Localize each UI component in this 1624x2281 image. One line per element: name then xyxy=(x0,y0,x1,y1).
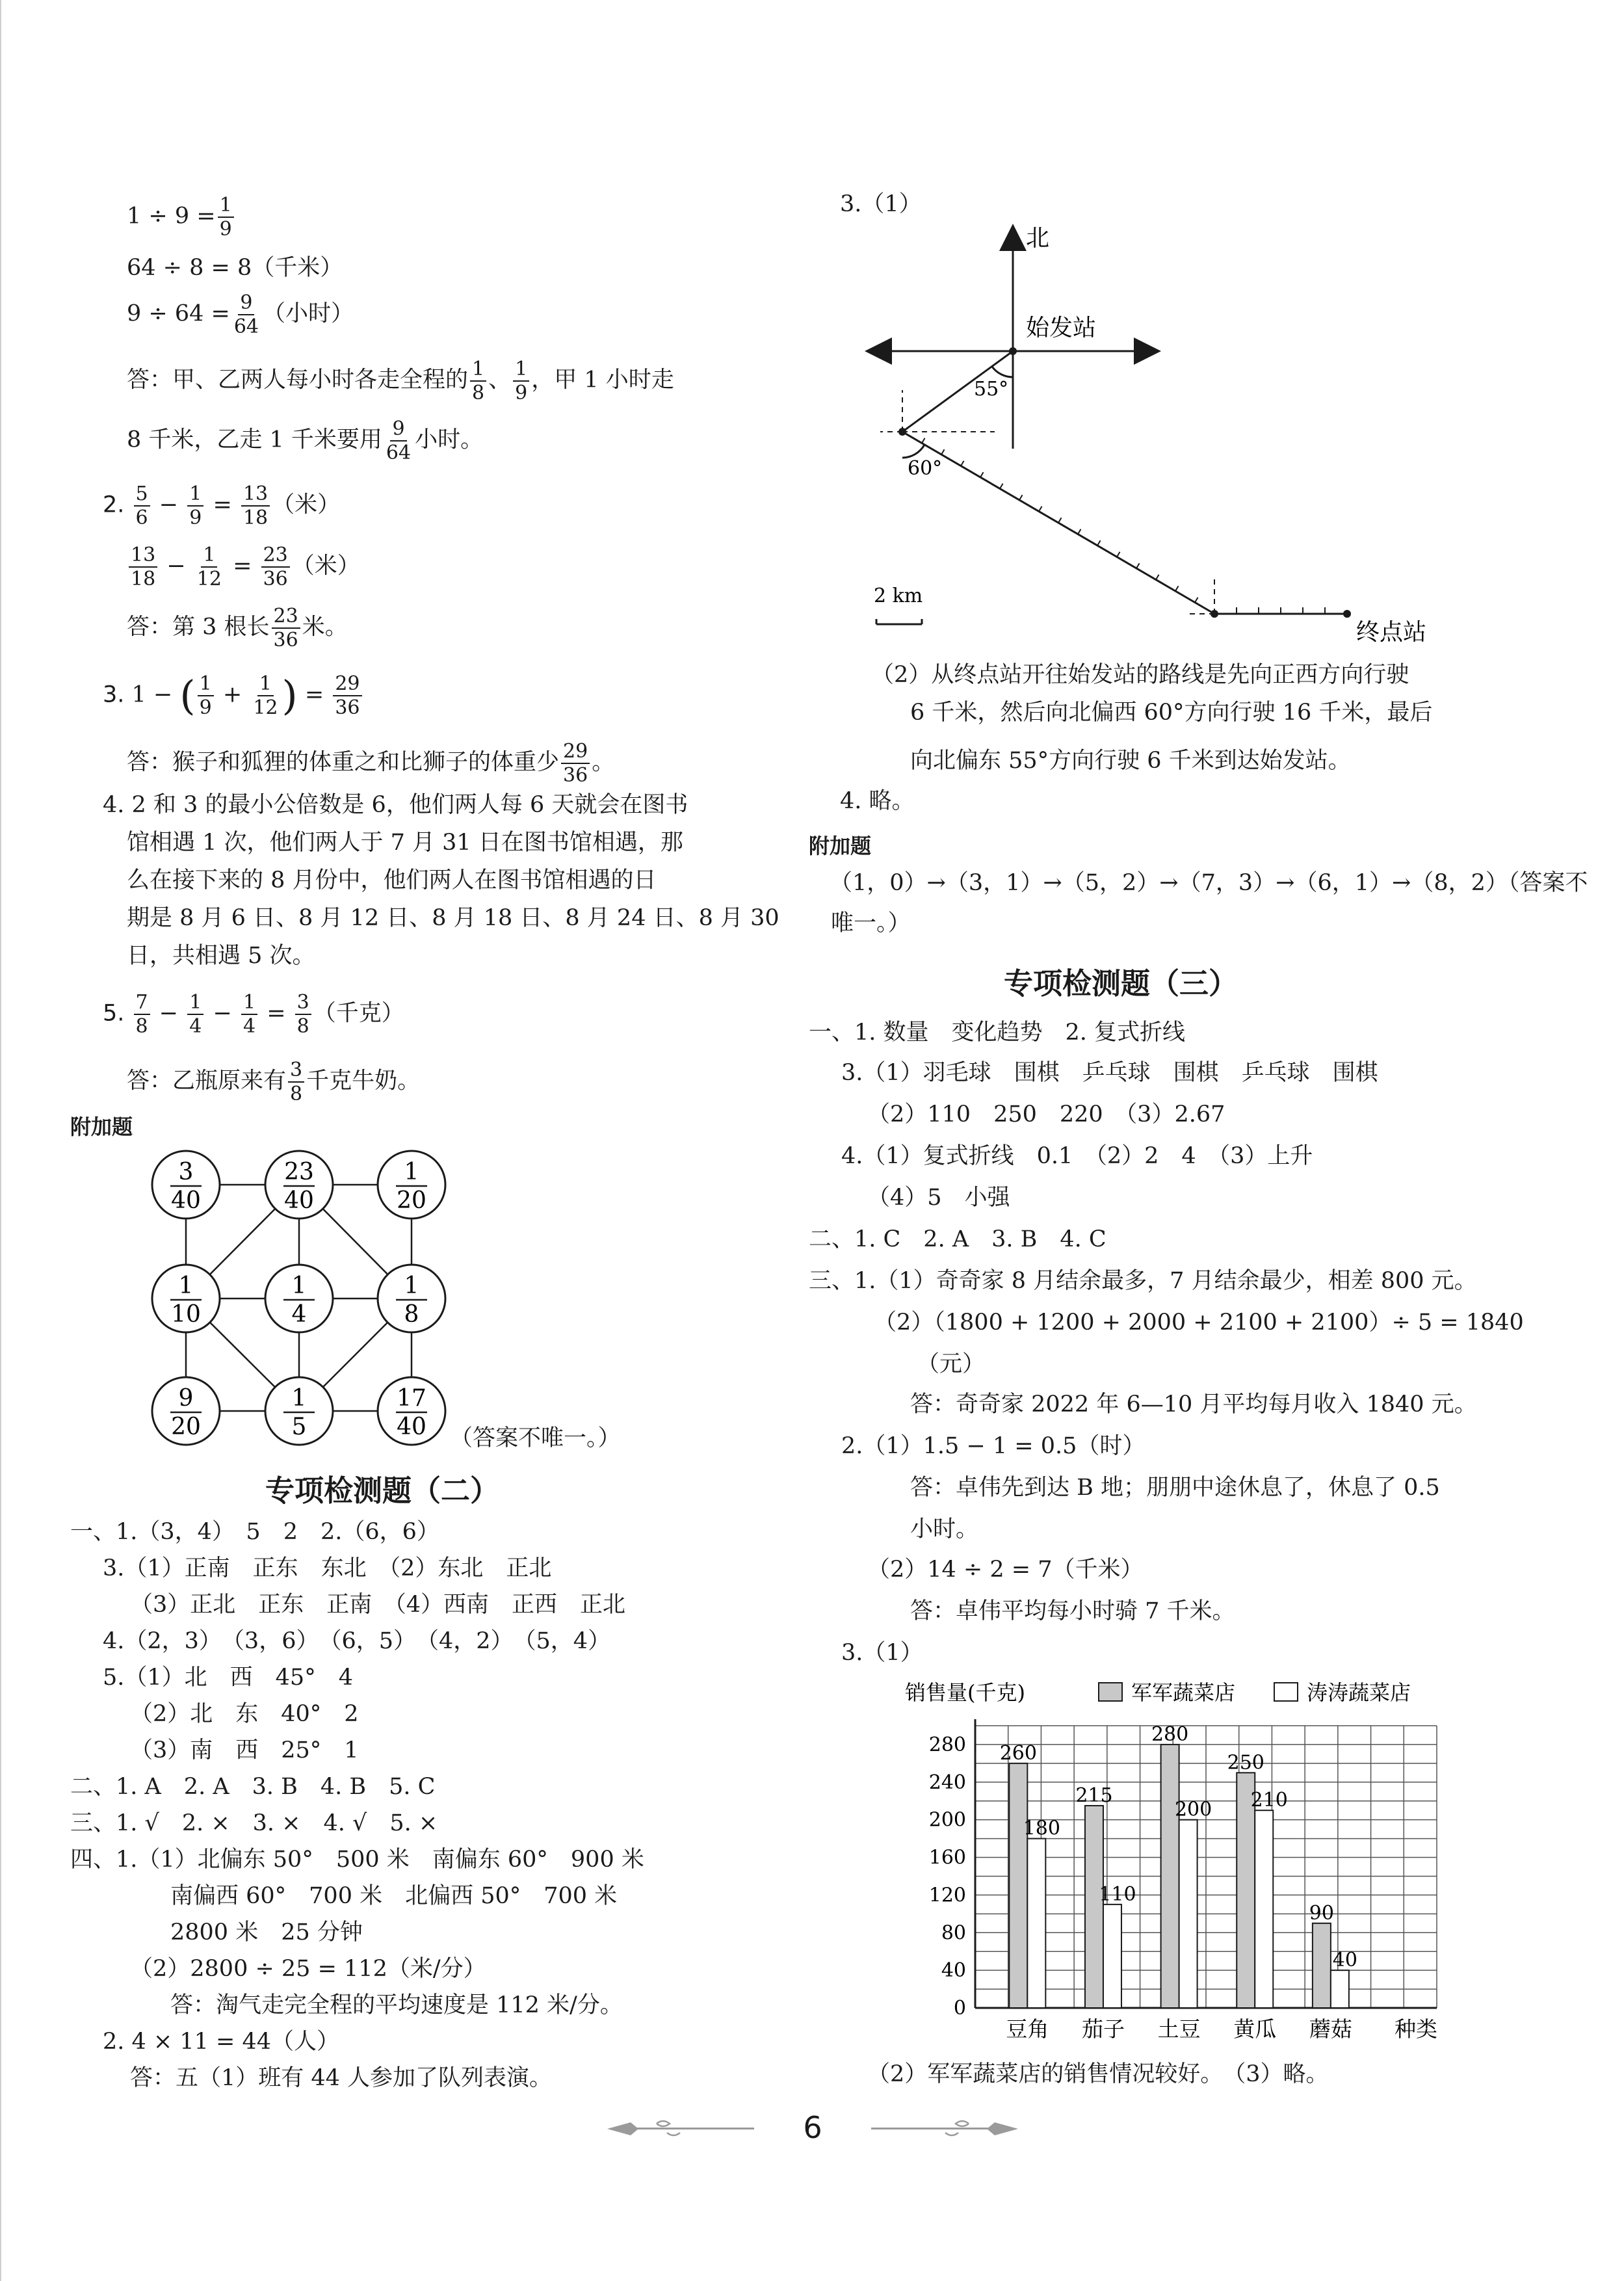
s3-line-8: （2）（1800 + 1200 + 2000 + 2100 + 2100）÷ 5 = 1840 xyxy=(874,1310,1524,1336)
s3-line-11: 2.（1）1.5 − 1 = 0.5（时） xyxy=(841,1433,1146,1459)
route-tick xyxy=(1117,552,1120,557)
y-tick-label: 240 xyxy=(928,1771,966,1794)
q4-line-4: 期是 8 月 6 日、8 月 12 日、8 月 18 日、8 月 24 日、8 月 30 xyxy=(127,905,779,931)
r-q3-2-line-1: （2）从终点站开往始发站的路线是先向正西方向行驶 xyxy=(871,662,1409,688)
route-tick xyxy=(1156,575,1159,580)
bar-value-label: 210 xyxy=(1250,1789,1288,1812)
page-footer-ornament xyxy=(605,2109,1021,2148)
x-tick-label: 土豆 xyxy=(1157,2016,1201,2042)
q2-line-2: $\frac{13}{18}$ − $\frac{1}{12}$ = $\frac{23}{36}$ （米） xyxy=(127,544,360,590)
route-tick xyxy=(941,449,945,455)
circle-numerator: 17 xyxy=(397,1385,426,1412)
end-station-label: 终点站 xyxy=(1356,619,1427,646)
route-tick xyxy=(1078,529,1081,534)
circles-note: （答案不唯一。） xyxy=(450,1425,621,1451)
route-ticks xyxy=(922,438,1325,614)
page-left-border xyxy=(0,0,1,2281)
s2-line-11: 南偏西 60° 700 米 北偏西 50° 700 米 xyxy=(170,1883,618,1909)
bar-value-label: 180 xyxy=(1023,1817,1060,1840)
bar xyxy=(1179,1820,1198,2008)
s3-line-6: 二、1. C 2. A 3. B 4. C xyxy=(809,1226,1107,1252)
y-tick-label: 80 xyxy=(941,1921,966,1945)
s3-line-4: 4.（1）复式折线 0.1 （2）2 4 （3）上升 xyxy=(841,1143,1313,1169)
fraction-circle-network xyxy=(143,1146,468,1451)
bar xyxy=(1313,1923,1331,2008)
scale-label: 2 km xyxy=(874,585,923,607)
turn-point-2 xyxy=(1211,610,1218,618)
calc-line-3: 9 ÷ 64 = $\frac{9}{64}$ （小时） xyxy=(127,291,354,338)
circle-denominator: 8 xyxy=(404,1301,419,1328)
q5-line-1: 5. $\frac{7}{8}$ − $\frac{1}{4}$ − $\frac{1}{4}$ = $\frac{3}{8}$ （千克） xyxy=(103,991,404,1038)
y-tick-label: 160 xyxy=(928,1846,966,1869)
ornament-right-diamond xyxy=(987,2122,1018,2135)
route-tick xyxy=(1019,495,1023,500)
s2-line-3: （3）正北 正东 正南 （4）西南 正西 正北 xyxy=(130,1592,626,1618)
s3-line-3: （2）110 250 220 （3）2.67 xyxy=(867,1101,1225,1127)
circle-denominator: 40 xyxy=(284,1187,314,1214)
s2-line-15: 2. 4 × 11 = 44（人） xyxy=(103,2029,340,2055)
bar-value-label: 90 xyxy=(1309,1901,1334,1925)
s3-line-16: 3.（1） xyxy=(841,1640,923,1666)
circle-denominator: 20 xyxy=(171,1414,201,1440)
angle-arc-55 xyxy=(992,367,1013,377)
x-tick-label: 茄子 xyxy=(1081,2016,1125,2042)
r-extra-line-1: （1，0）→（3，1）→（5，2）→（7，3）→（6，1）→（8，2）（答案不 xyxy=(830,870,1588,896)
route-tick xyxy=(1058,518,1062,523)
s2-line-7: （3）南 西 25° 1 xyxy=(130,1737,359,1763)
r-extra-line-2: 唯一。） xyxy=(831,910,911,936)
legend-label: 涛涛蔬菜店 xyxy=(1307,1680,1411,1705)
s3-line-1: 一、1. 数量 变化趋势 2. 复式折线 xyxy=(809,1020,1186,1046)
s2-line-16: 答：五（1）班有 44 人参加了队列表演。 xyxy=(130,2065,553,2091)
end-point xyxy=(1343,610,1351,618)
legend-swatch xyxy=(1099,1683,1122,1701)
s2-line-8: 二、1. A 2. A 3. B 4. B 5. C xyxy=(70,1774,436,1800)
route-tick xyxy=(1000,484,1003,489)
bar xyxy=(1255,1810,1273,2008)
sales-bar-chart xyxy=(897,1670,1443,2073)
s2-line-14: 答：淘气走完全程的平均速度是 112 米/分。 xyxy=(170,1992,623,2018)
answer-line-2: 8 千米，乙走 1 千米要用 $\frac{9}{64}$ 小时。 xyxy=(127,417,484,464)
s3-line-10: 答：奇奇家 2022 年 6—10 月平均每月收入 1840 元。 xyxy=(910,1391,1477,1417)
bar-value-label: 200 xyxy=(1174,1798,1212,1821)
q4-line-3: 么在接下来的 8 月份中，他们两人在图书馆相遇的日 xyxy=(127,867,657,893)
chart-legend xyxy=(1099,1680,1411,1705)
circle-numerator: 1 xyxy=(178,1272,194,1299)
circle-denominator: 10 xyxy=(171,1301,201,1328)
x-tick-label: 黄瓜 xyxy=(1233,2016,1277,2042)
s2-line-12: 2800 米 25 分钟 xyxy=(170,1919,363,1945)
north-label: 北 xyxy=(1026,225,1050,252)
r-q3-2-line-2: 6 千米，然后向北偏西 60°方向行驶 16 千米，最后 xyxy=(910,700,1433,726)
bar xyxy=(1161,1745,1179,2008)
circle-numerator: 23 xyxy=(284,1159,314,1185)
s3-line-9: （元） xyxy=(917,1351,986,1377)
s2-line-4: 4.（2，3） （3，6） （6，5） （4，2） （5，4） xyxy=(103,1628,611,1654)
s2-line-2: 3.（1）正南 正东 东北 （2）东北 正北 xyxy=(103,1555,552,1581)
angle-arc-60 xyxy=(902,445,924,458)
s3-line-14: （2）14 ÷ 2 = 7（千米） xyxy=(867,1557,1144,1583)
route-tick xyxy=(1136,563,1140,568)
route-tick xyxy=(1039,507,1042,512)
circle-numerator: 3 xyxy=(178,1159,194,1185)
y-tick-label: 40 xyxy=(941,1959,966,1983)
y-tick-label: 280 xyxy=(928,1733,966,1756)
s2-line-9: 三、1. √ 2. × 3. × 4. √ 5. × xyxy=(70,1810,438,1836)
bar-value-label: 280 xyxy=(1151,1722,1189,1746)
r-q3-label: 3.（1） xyxy=(840,191,922,217)
chart-ylabel: 销售量(千克) xyxy=(905,1680,1025,1705)
calc-line-1: 1 ÷ 9 = $\frac{1}{9}$ xyxy=(127,194,236,241)
s3-line-7: 三、1.（1）奇奇家 8 月结余最多，7 月结余最少，相差 800 元。 xyxy=(809,1268,1477,1294)
circle-denominator: 4 xyxy=(291,1301,307,1328)
extra-title-right: 附加题 xyxy=(809,834,872,858)
bar xyxy=(1085,1806,1103,2008)
ornament-left-line xyxy=(637,2128,754,2129)
legend-swatch xyxy=(1274,1683,1298,1701)
circle-denominator: 40 xyxy=(171,1187,201,1214)
bar-value-label: 260 xyxy=(999,1741,1037,1765)
route-tick xyxy=(1195,598,1198,603)
route-tick xyxy=(1097,540,1101,546)
circle-numerator: 1 xyxy=(291,1385,307,1412)
x-tick-label: 豆角 xyxy=(1006,2016,1049,2042)
angle-60-label: 60° xyxy=(908,457,943,480)
s2-line-10: 四、1.（1）北偏东 50° 500 米 南偏东 60° 900 米 xyxy=(70,1847,644,1873)
s2-line-5: 5.（1）北 西 45° 4 xyxy=(103,1665,353,1691)
page-number: 6 xyxy=(803,2110,822,2145)
s3-line-2: 3.（1）羽毛球 围棋 乒乓球 围棋 乒乓球 围棋 xyxy=(841,1060,1378,1086)
circle-denominator: 5 xyxy=(291,1414,307,1440)
q4-line-1: 4. 2 和 3 的最小公倍数是 6，他们两人每 6 天就会在图书 xyxy=(103,792,688,818)
r-q3-end: （2）军军蔬菜店的销售情况较好。 （3）略。 xyxy=(867,2061,1329,2087)
route-tick xyxy=(1175,586,1179,591)
circle-numerator: 1 xyxy=(404,1159,419,1185)
turn-point-1 xyxy=(898,428,906,436)
angle-55-label: 55° xyxy=(974,378,1009,401)
x-tick-label: 蘑菇 xyxy=(1309,2016,1352,2042)
ornament-left-diamond xyxy=(607,2122,638,2135)
s3-line-13: 小时。 xyxy=(910,1516,979,1542)
route-tick xyxy=(961,461,964,466)
ornament-right-line xyxy=(871,2128,988,2129)
legend-label: 军军蔬菜店 xyxy=(1131,1680,1236,1705)
section2-title: 专项检测题（二） xyxy=(265,1473,500,1508)
bar-value-label: 40 xyxy=(1332,1949,1357,1972)
s3-line-5: （4）5 小强 xyxy=(867,1185,1010,1211)
circle-numerator: 1 xyxy=(404,1272,419,1299)
q5-answer: 答：乙瓶原来有 $\frac{3}{8}$ 千克牛奶。 xyxy=(127,1059,421,1105)
bar-value-label: 110 xyxy=(1099,1882,1136,1906)
y-tick-label: 120 xyxy=(928,1884,966,1907)
s2-line-1: 一、1.（3，4） 5 2 2.（6，6） xyxy=(70,1519,439,1545)
q3-line-1: 3. 1 − ( $\frac{1}{9}$ + $\frac{1}{12}$ ) = $\frac{29}{36}$ xyxy=(103,672,364,719)
bar-value-label: 250 xyxy=(1227,1751,1264,1774)
calc-line-2: 64 ÷ 8 = 8（千米） xyxy=(127,255,343,281)
bar xyxy=(1009,1763,1027,2008)
q2-line-1: 2. $\frac{5}{6}$ − $\frac{1}{9}$ = $\frac{13}{18}$ （米） xyxy=(103,482,341,529)
y-tick-label: 200 xyxy=(928,1808,966,1832)
q2-answer: 答：第 3 根长 $\frac{23}{36}$ 米。 xyxy=(127,605,348,652)
circle-denominator: 20 xyxy=(397,1187,426,1214)
section3-title: 专项检测题（三） xyxy=(1004,966,1238,1001)
bar-value-label: 215 xyxy=(1075,1784,1113,1807)
s2-line-6: （2）北 东 40° 2 xyxy=(130,1701,359,1727)
circle-numerator: 9 xyxy=(178,1385,194,1412)
circle-denominator: 40 xyxy=(397,1414,426,1440)
route-tick xyxy=(980,472,984,477)
start-point xyxy=(1009,347,1017,355)
q4-line-5: 日，共相遇 5 次。 xyxy=(127,943,315,969)
bar xyxy=(1027,1839,1045,2008)
r-q4: 4. 略。 xyxy=(840,788,915,814)
y-tick-label: 0 xyxy=(953,1997,966,2020)
s2-line-13: （2）2800 ÷ 25 = 112（米/分） xyxy=(130,1956,486,1982)
circle-numerator: 1 xyxy=(291,1272,307,1299)
q4-line-2: 馆相遇 1 次，他们两人于 7 月 31 日在图书馆相遇，那 xyxy=(127,830,683,856)
route-tick xyxy=(922,438,925,443)
start-station-label: 始发站 xyxy=(1026,315,1097,341)
answer-line-1: 答：甲、乙两人每小时各走全程的 $\frac{1}{8}$ 、 $\frac{1}{9}$ ，甲 1 小时走 xyxy=(127,358,674,404)
s3-line-15: 答：卓伟平均每小时骑 7 千米。 xyxy=(910,1598,1235,1624)
bar xyxy=(1103,1905,1121,2008)
extra-title-left: 附加题 xyxy=(70,1114,133,1139)
route-map xyxy=(845,215,1469,670)
r-q3-2-line-3: 向北偏东 55°方向行驶 6 千米到达始发站。 xyxy=(910,748,1351,774)
q3-answer: 答：猴子和狐狸的体重之和比狮子的体重少 $\frac{29}{36}$ 。 xyxy=(127,740,615,787)
s3-line-12: 答：卓伟先到达 B 地；朋朋中途休息了，休息了 0.5 xyxy=(910,1475,1440,1501)
chart-xlabel: 种类 xyxy=(1395,2016,1437,2042)
bar xyxy=(1331,1970,1349,2008)
